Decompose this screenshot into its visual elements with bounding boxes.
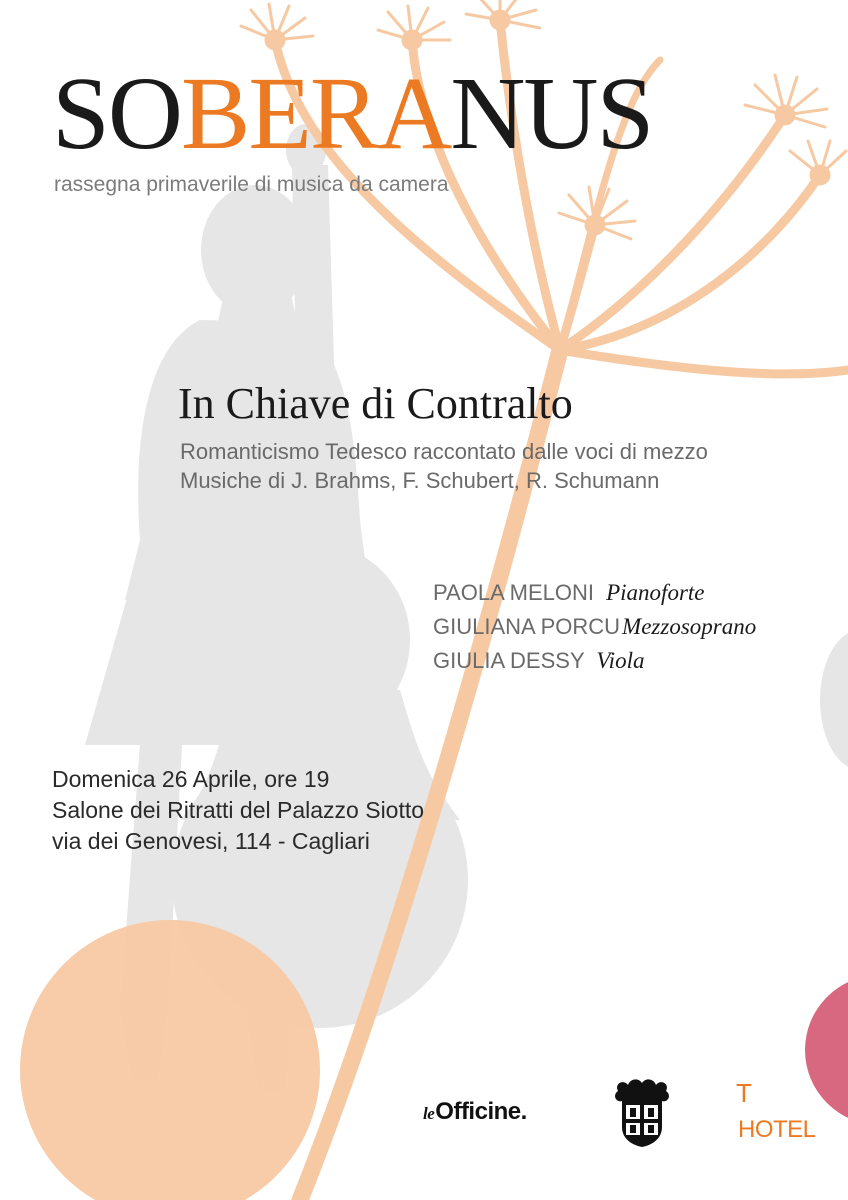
performer-name: GIULIANA PORCU (433, 614, 621, 639)
performer-row (433, 644, 756, 678)
performer-instrument: Mezzosoprano (622, 614, 757, 639)
event-venue: Salone dei Ritratti del Palazzo Siotto (52, 797, 425, 823)
festival-subtitle: rassegna primaverile di musica da camera (54, 173, 449, 196)
hotel-t: T (736, 1078, 752, 1108)
hotel-name: HOTEL (738, 1116, 816, 1143)
concert-title: In Chiave di Contralto (178, 379, 573, 428)
performer-instrument: Viola (596, 648, 645, 673)
performer-row (433, 576, 756, 610)
festival-title (52, 56, 653, 171)
pink-circle (805, 975, 848, 1125)
title-part-1: SO (52, 56, 181, 171)
event-address: via dei Genovesi, 114 - Cagliari (52, 828, 370, 854)
officine-prefix: le (423, 1104, 435, 1123)
officine-name: Officine. (435, 1098, 527, 1125)
coat-of-arms-icon (610, 1077, 674, 1149)
performer-name: GIULIA DESSY (433, 648, 585, 673)
title-part-3: NUS (450, 56, 653, 171)
title-part-2: BERA (180, 56, 451, 171)
performer-row (433, 610, 756, 644)
officine-logo (423, 1098, 527, 1126)
right-silhouette (820, 630, 848, 770)
event-date: Domenica 26 Aprile, ore 19 (52, 766, 330, 792)
concert-line: Musiche di J. Brahms, F. Schubert, R. Schumann (180, 468, 660, 493)
t-hotel-logo (736, 1078, 816, 1150)
performer-instrument: Pianoforte (606, 580, 705, 605)
concert-description (180, 437, 708, 495)
performers-list (433, 576, 756, 678)
event-details (52, 764, 424, 857)
concert-line: Romanticismo Tedesco raccontato dalle voci di mezzo (180, 439, 708, 464)
performer-name: PAOLA MELONI (433, 580, 594, 605)
